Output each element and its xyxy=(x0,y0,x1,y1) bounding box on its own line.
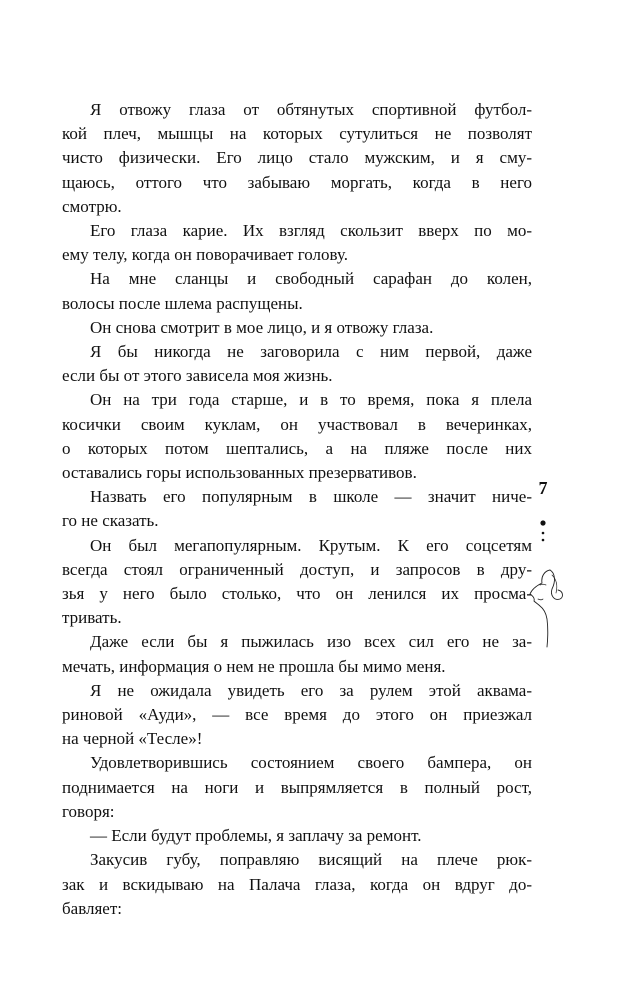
text-line: на черной «Тесле»! xyxy=(62,729,203,749)
text-line: говоря: xyxy=(62,801,115,821)
text-line: всегда стоял ограниченный доступ, и запросов в дру- xyxy=(62,559,532,579)
text-line: о которых потом шептались, а на пляже после них xyxy=(62,438,532,458)
text-line: поднимается на ноги и выпрямляется в полный рост, xyxy=(62,777,532,797)
text-line: Он снова смотрит в мое лицо, и я отвожу глаза. xyxy=(90,317,434,337)
text-line: Он был мегапопулярным. Крутым. К его соцсетям xyxy=(90,535,532,555)
text-line: На мне сланцы и свободный сарафан до колен, xyxy=(90,269,532,289)
text-line: волосы после шлема распущены. xyxy=(62,293,303,313)
paragraph xyxy=(62,316,532,340)
text-line: риновой «Ауди», — все время до этого он приезжал xyxy=(62,705,532,725)
text-line: Закусив губу, поправляю висящий на плече рюк- xyxy=(90,850,532,870)
face-line-art-ornament-icon xyxy=(520,515,570,665)
text-line: Его глаза карие. Их взгляд скользит вверх по мо- xyxy=(90,221,532,241)
text-line: Я отвожу глаза от обтянутых спортивной футбол- xyxy=(90,100,532,119)
text-line: бавляет: xyxy=(62,898,122,918)
body-text xyxy=(62,98,532,921)
text-line: чисто физически. Его лицо стало мужским, и я сму- xyxy=(62,148,532,168)
paragraph xyxy=(62,751,532,824)
paragraph xyxy=(62,848,532,921)
text-line: го не сказать. xyxy=(62,511,159,531)
text-line: если бы от этого зависела моя жизнь. xyxy=(62,366,333,386)
page-number: 7 xyxy=(538,478,548,498)
text-line: ему телу, когда он поворачивает голову. xyxy=(62,245,349,265)
paragraph xyxy=(62,485,532,533)
text-line: косички своим куклам, он участвовал в вечеринках, xyxy=(62,414,532,434)
text-line: кой плеч, мышцы на которых сутулиться не позволят xyxy=(62,124,532,144)
text-line: Он на три года старше, и в то время, пока я плела xyxy=(90,390,532,410)
text-line: зья у него было столько, что он ленился их просма- xyxy=(62,584,532,604)
paragraph xyxy=(62,630,532,678)
paragraph xyxy=(62,219,532,267)
paragraph xyxy=(62,98,532,219)
text-line: Удовлетворившись состоянием своего бампера, он xyxy=(90,753,532,773)
text-line: Даже если бы я пыжилась изо всех сил его не за- xyxy=(90,632,532,652)
text-line: щаюсь, оттого что забываю моргать, когда в него xyxy=(62,172,532,192)
text-line: зак и вскидываю на Палача глаза, когда он вдруг до- xyxy=(62,874,532,894)
paragraph xyxy=(62,824,532,848)
paragraph xyxy=(62,534,532,631)
text-line: Я не ожидала увидеть его за рулем этой аквама- xyxy=(90,680,532,700)
text-line: тривать. xyxy=(62,608,122,628)
paragraph xyxy=(62,340,532,388)
text-line: — Если будут проблемы, я заплачу за ремонт. xyxy=(90,826,422,846)
text-line: Назвать его популярным в школе — значит ниче- xyxy=(90,487,532,507)
text-line: смотрю. xyxy=(62,196,122,216)
paragraph xyxy=(62,267,532,315)
paragraph xyxy=(62,388,532,485)
text-line: оставались горы использованных презервативов. xyxy=(62,463,417,483)
paragraph xyxy=(62,679,532,752)
text-line: мечать, информация о нем не прошла бы мимо меня. xyxy=(62,656,446,676)
text-line: Я бы никогда не заговорила с ним первой, даже xyxy=(90,342,532,362)
